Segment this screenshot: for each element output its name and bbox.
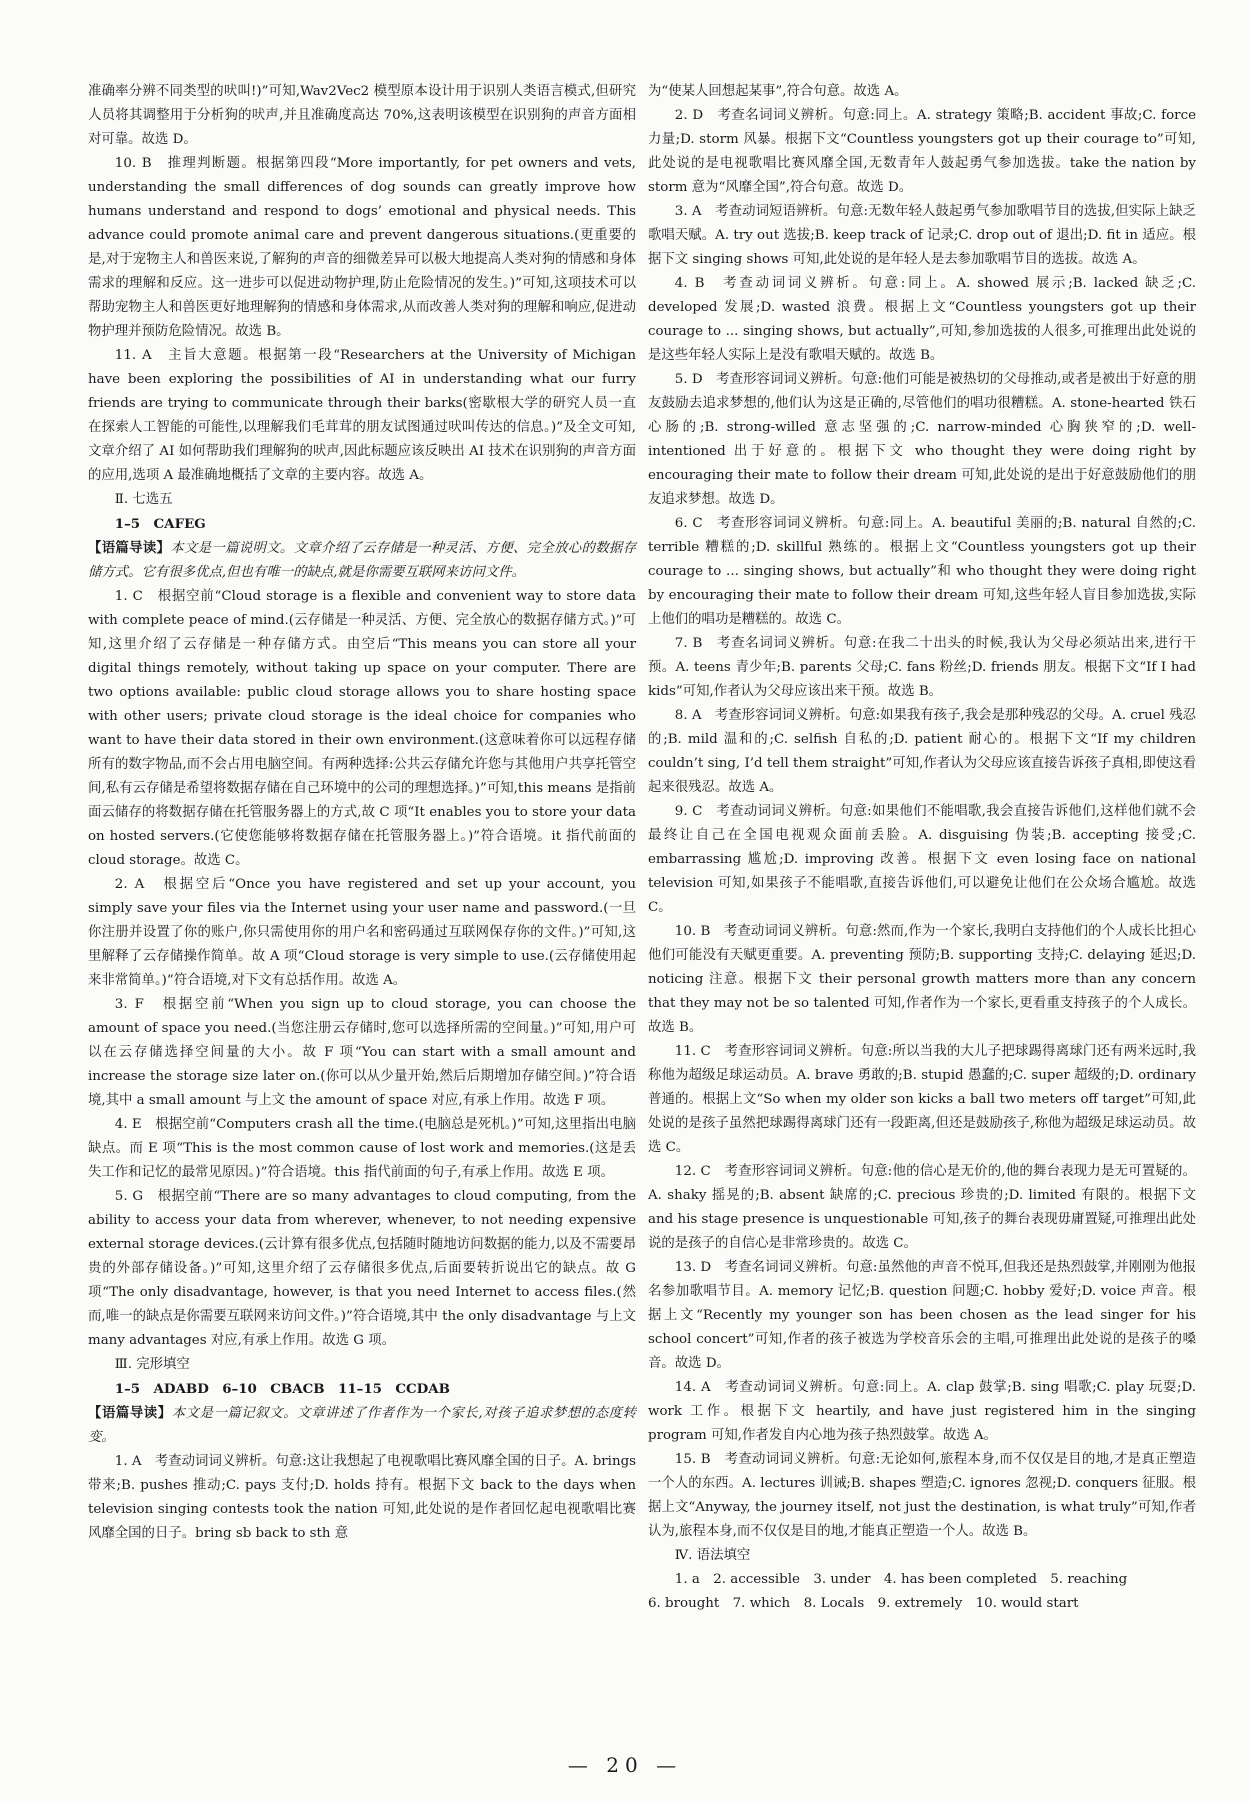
answer-paragraph: 7. B 考查名词词义辨析。句意:在我二十出头的时候,我认为父母必须站出来,进行干预。A. teens 青少年;B. parents 父母;C. fans 粉丝;D. friends 朋友。根据下文“If I had kids”可知,作者认为父母应该出来干预。故选 B。 — [648, 636, 1196, 699]
passage-guide-tag: 【语篇导读】 — [88, 540, 171, 556]
answer-paragraph: 6. C 考查形容词词义辨析。句意:同上。A. beautiful 美丽的;B. natural 自然的;C. terrible 糟糕的;D. skillful 熟练的。根据上文“Countless youngsters got up their courage to ... singing shows, but actually”和 who thought they were doing right by encouraging their mate to follow their dream 可知,这些年轻人盲目参加选拔,实际上他们的唱功是糟糕的。故选 C。 — [648, 516, 1196, 627]
answer-paragraph: 1. A 考查动词词义辨析。句意:这让我想起了电视歌唱比赛风靡全国的日子。A. brings 带来;B. pushes 推动;C. pays 支付;D. holds 持有。根据下文 back to the days when television singing contests took the nation 可知,此处说的是作者回忆起电视歌唱比赛风靡全国的日子。bring sb back to sth 意 — [88, 1454, 637, 1541]
answer-paragraph: 10. B 考查动词词义辨析。句意:然而,作为一个家长,我明白支持他们的个人成长比担心他们可能没有天赋更重要。A. preventing 预防;B. supporting 支持;C. delaying 延迟;D. noticing 注意。根据下文 their personal growth matters more than any concern that they may not be so talented 可知,作者作为一个家长,更看重支持孩子的个人成长。故选 B。 — [648, 924, 1196, 1035]
answer-paragraph: 14. A 考查动词词义辨析。句意:同上。A. clap 鼓掌;B. sing 唱歌;C. play 玩耍;D. work 工作。根据下文 heartily, and have just registered him in the singing program 可知,作者发自内心地为孩子热烈鼓掌。故选 A。 — [648, 1380, 1196, 1443]
answer-paragraph: 4. E 根据空前“Computers crash all the time.(电脑总是死机。)”可知,这里指出电脑缺点。而 E 项“This is the most common cause of lost work and memories.(这是丢失工作和记忆的最常见原因。)”符合语境。this 指代前面的句子,有承上作用。故选 E 项。 — [88, 1117, 636, 1180]
answer-paragraph: 5. G 根据空前“There are so many advantages to cloud computing, from the ability to access your data from wherever, whenever, to not needing expensive external storage devices.(云计算有很多优点,包括随时随地访问数据的能力,以及不需要昂贵的外部存储设备。)”可知,这里介绍了云存储很多优点,后面要转折说出它的缺点。故 G 项“The only disadvantage, however, is that you need Internet to access files.(然而,唯一的缺点是你需要互联网来访问文件。)”符合语境,其中 the only disadvantage 与上文 many advantages 对应,有承上作用。故选 G 项。 — [88, 1189, 636, 1348]
left-column — [88, 80, 636, 1546]
answer-paragraph: 1. C 根据空前“Cloud storage is a flexible and convenient way to store data with complete peace of mind.(云存储是一种灵活、方便、完全放心的数据存储方式。)”可知,这里介绍了云存储是一种存储方式。由空后“This means you can store all your digital things remotely, without taking up space on your computer. There are two options available: public cloud storage allows you to share hosting space with other users; private cloud storage is the ideal choice for companies who want to have their data stored in their own environment.(这意味着你可以远程存储所有的数字物品,而不会占用电脑空间。有两种选择:公共云存储允许您与其他用户共享托管空间,私有云存储是希望将数据存储在自己环境中的公司的理想选择。)”可知,this means 是指前面云储存的将数据存储在托管服务器上的方式,故 C 项“It enables you to store your data on hosted servers.(它使您能够将数据存储在托管服务器上。)”符合语境。it 指代前面的 cloud storage。故选 C。 — [88, 589, 636, 868]
passage-guide — [88, 1401, 636, 1450]
answer-paragraph: 3. F 根据空前“When you sign up to cloud storage, you can choose the amount of space you need.(当您注册云存储时,您可以选择所需的空间量。)”可知,用户可以在云存储选择空间量的大小。故 F 项“You can start with a small amount and increase the storage size later on.(你可以从少量开始,然后后期增加存储空间。)”符合语境,其中 a small amount 与上文 the amount of space 对应,有承上作用。故选 F 项。 — [88, 997, 636, 1108]
answer-paragraph: 1. a 2. accessible 3. under 4. has been completed 5. reaching — [674, 1572, 1128, 1587]
answer-paragraph: 2. A 根据空后“Once you have registered and set up your account, you simply save your files via the Internet using your user name and password.(一旦你注册并设置了你的账户,你只需使用你的用户名和密码通过互联网保存你的文件。)”可知,这里解释了云存储操作简单。故 A 项“Cloud storage is very simple to use.(云存储使用起来非常简单。)”符合语境,对下文有总括作用。故选 A。 — [88, 877, 636, 988]
section-heading: Ⅲ. 完形填空 — [114, 1357, 190, 1372]
continued-paragraph: 准确率分辨不同类型的吠叫!)”可知,Wav2Vec2 模型原本设计用于识别人类语言模式,但研究人员将其调整用于分析狗的吠声,并且准确度高达 70%,这表明该模型在识别狗的声音方面相对可靠。故选 D。 — [88, 84, 636, 147]
answer-paragraph: 11. A 主旨大意题。根据第一段“Researchers at the University of Michigan have been exploring the possibilities of AI in understanding what our furry friends are trying to communicate through their barks(密歇根大学的研究人员一直在探索人工智能的可能性,以理解我们毛茸茸的朋友试图通过吠叫传达的信息。)”及全文可知,文章介绍了 AI 如何帮助我们理解狗的吠声,因此标题应该反映出 AI 技术在识别狗的声音方面的应用,选项 A 最准确地概括了文章的主要内容。故选 A。 — [88, 348, 636, 483]
answer-paragraph: 11. C 考查形容词词义辨析。句意:所以当我的大儿子把球踢得离球门还有两米远时,我称他为超级足球运动员。A. brave 勇敢的;B. stupid 愚蠢的;C. super 超级的;D. ordinary 普通的。根据上文“So when my older son kicks a ball two meters off target”可知,此处说的是孩子虽然把球踢得离球门还有一段距离,但还是鼓励孩子,称他为超级足球运动员。故选 C。 — [648, 1044, 1196, 1155]
continued-paragraph: 6. brought 7. which 8. Locals 9. extremely 10. would start — [648, 1596, 1079, 1611]
passage-guide-text: 本文是一篇记叙文。文章讲述了作者作为一个家长,对孩子追求梦想的态度转变。 — [88, 1406, 636, 1445]
right-column — [648, 80, 1196, 1616]
answer-paragraph: 9. C 考查动词词义辨析。句意:如果他们不能唱歌,我会直接告诉他们,这样他们就不会最终让自己在全国电视观众面前丢脸。A. disguising 伪装;B. accepting 接受;C. embarrassing 尴尬;D. improving 改善。根据下文 even losing face on national television 可知,如果孩子不能唱歌,直接告诉他们,可以避免让他们在公众场合尴尬。故选 C。 — [648, 804, 1196, 915]
answer-paragraph: 15. B 考查动词词义辨析。句意:无论如何,旅程本身,而不仅仅是目的地,才是真正塑造一个人的东西。A. lectures 训诫;B. shapes 塑造;C. ignores 忽视;D. conquers 征服。根据上文“Anyway, the journey itself, not just the destination, is what truly”可知,作者认为,旅程本身,而不仅仅是目的地,才能真正塑造一个人。故选 B。 — [648, 1452, 1196, 1539]
answer-paragraph: 13. D 考查名词词义辨析。句意:虽然他的声音不悦耳,但我还是热烈鼓掌,并刚刚为他报名参加歌唱节目。A. memory 记忆;B. question 问题;C. hobby 爱好;D. voice 声音。根据上文“Recently my younger son has been chosen as the lead singer for his school concert”可知,作者的孩子被选为学校音乐会的主唱,可推理出此处说的是孩子的嗓音。故选 D。 — [648, 1260, 1196, 1371]
answer-key-line: 1–5 ADABD 6–10 CBACB 11–15 CCDAB — [114, 1381, 450, 1397]
passage-guide — [88, 536, 636, 585]
answer-paragraph: 3. A 考查动词短语辨析。句意:无数年轻人鼓起勇气参加歌唱节目的选拔,但实际上缺乏歌唱天赋。A. try out 选拔;B. keep track of 记录;C. drop out of 退出;D. fit in 适应。根据下文 singing shows 可知,此处说的是年轻人是去参加歌唱节目的选拔。故选 A。 — [648, 204, 1196, 267]
page-number: — 20 — — [567, 1753, 683, 1777]
passage-guide-tag: 【语篇导读】 — [88, 1405, 172, 1421]
answer-paragraph: 10. B 推理判断题。根据第四段“More importantly, for pet owners and vets, understanding the small differences of dog sounds can greatly improve how humans understand and respond to dogs’ emotional and physical needs. This advance could promote animal care and prevent dangerous situations.(更重要的是,对于宠物主人和兽医来说,了解狗的声音的细微差异可以极大地提高人类对狗的情感和身体需求的理解和反应。这一进步可以促进动物护理,防止危险情况的发生。)”可知,这项技术可以帮助宠物主人和兽医更好地理解狗的情感和身体需求,从而改善人类对狗的理解和响应,促进动物护理并预防危险情况。故选 B。 — [88, 156, 636, 339]
answer-paragraph: 8. A 考查形容词词义辨析。句意:如果我有孩子,我会是那种残忍的父母。A. cruel 残忍的;B. mild 温和的;C. selfish 自私的;D. patient 耐心的。根据下文“If my children couldn’t sing, I’d tell them straight”可知,作者认为父母应该直接告诉孩子真相,即使这看起来很残忍。故选 A。 — [648, 708, 1196, 795]
answer-key-line: 1–5 CAFEG — [114, 516, 206, 532]
answer-paragraph: 2. D 考查名词词义辨析。句意:同上。A. strategy 策略;B. accident 事故;C. force 力量;D. storm 风暴。根据下文“Countless youngsters got up their courage to”可知,此处说的是电视歌唱比赛风靡全国,无数青年人鼓起勇气参加选拔。take the nation by storm 意为“风靡全国”,符合句意。故选 D。 — [648, 108, 1196, 195]
answer-paragraph: 4. B 考查动词词义辨析。句意:同上。A. showed 展示;B. lacked 缺乏;C. developed 发展;D. wasted 浪费。根据上文“Countless youngsters got up their courage to ... singing shows, but actually”,可知,参加选拔的人很多,可推理出此处说的是这些年轻人实际上是没有歌唱天赋的。故选 B。 — [648, 276, 1196, 363]
section-heading: Ⅳ. 语法填空 — [674, 1548, 751, 1563]
answer-paragraph: 12. C 考查形容词词义辨析。句意:他的信心是无价的,他的舞台表现力是无可置疑的。A. shaky 摇晃的;B. absent 缺席的;C. precious 珍贵的;D. limited 有限的。根据下文 and his stage presence is unquestionable 可知,孩子的舞台表现毋庸置疑,可推理出此处说的是孩子的自信心是非常珍贵的。故选 C。 — [648, 1164, 1196, 1251]
section-heading: Ⅱ. 七选五 — [114, 492, 173, 507]
continued-paragraph: 为“使某人回想起某事”,符合句意。故选 A。 — [648, 84, 908, 99]
passage-guide-text: 本文是一篇说明文。文章介绍了云存储是一种灵活、方便、完全放心的数据存储方式。它有很多优点,但也有唯一的缺点,就是你需要互联网来访问文件。 — [88, 541, 636, 580]
answer-paragraph: 5. D 考查形容词词义辨析。句意:他们可能是被热切的父母推动,或者是被出于好意的朋友鼓励去追求梦想的,他们认为这是正确的,尽管他们的唱功很糟糕。A. stone-hearted 铁石心肠的;B. strong-willed 意志坚强的;C. narrow-minded 心胸狭窄的;D. well-intentioned 出于好意的。根据下文 who thought they were doing right by encouraging their mate to follow their dream 可知,此处说的是出于好意鼓励他们的朋友追求梦想。故选 D。 — [648, 372, 1196, 507]
